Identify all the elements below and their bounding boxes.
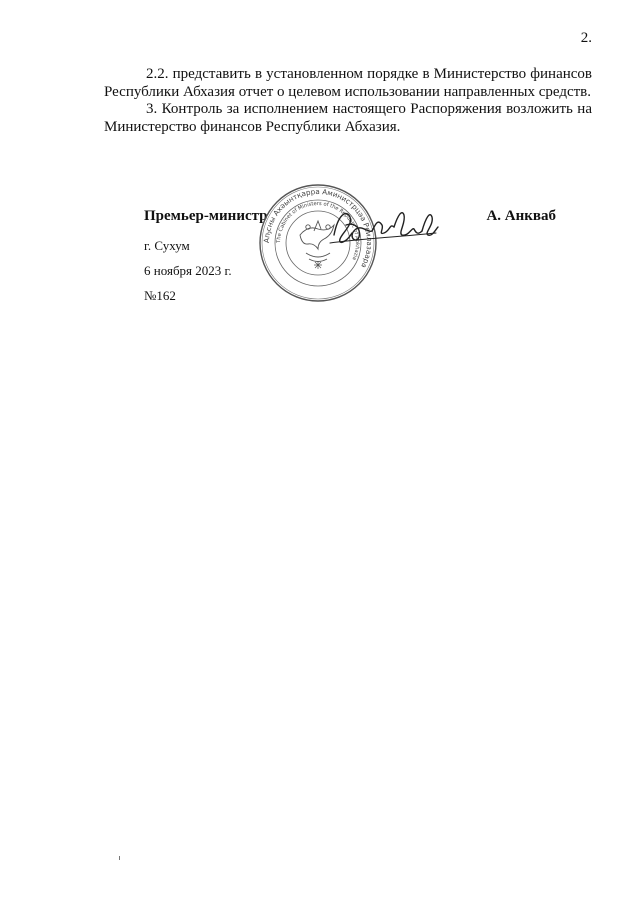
signer-title: Премьер-министр	[144, 208, 268, 224]
scan-mark	[119, 856, 120, 860]
seal-outer-text: Аҧсны Ахәынтқарра Аминистрцәа Реилазаара	[261, 186, 375, 270]
document-number: №162	[144, 288, 176, 303]
document-city: г. Сухум	[144, 238, 190, 253]
handwritten-signature-icon	[328, 203, 440, 248]
seal-inner-text: The Cabinet of Ministers of the Republic of Abkhazia	[275, 200, 361, 261]
signer-name: А. Анкваб	[486, 208, 556, 224]
document-body	[104, 66, 592, 136]
paragraph-3: 3. Контроль за исполнением настоящего Распоряжения возложить на Министерство финансов Республики Абхазия.	[104, 101, 592, 135]
document-date: 6 ноября 2023 г.	[144, 263, 232, 278]
page-number: 2.	[580, 30, 592, 46]
paragraph-2-2: 2.2. представить в установленном порядке в Министерство финансов Республики Абхазия отчет о целевом использовании направленных средств.	[104, 66, 592, 100]
